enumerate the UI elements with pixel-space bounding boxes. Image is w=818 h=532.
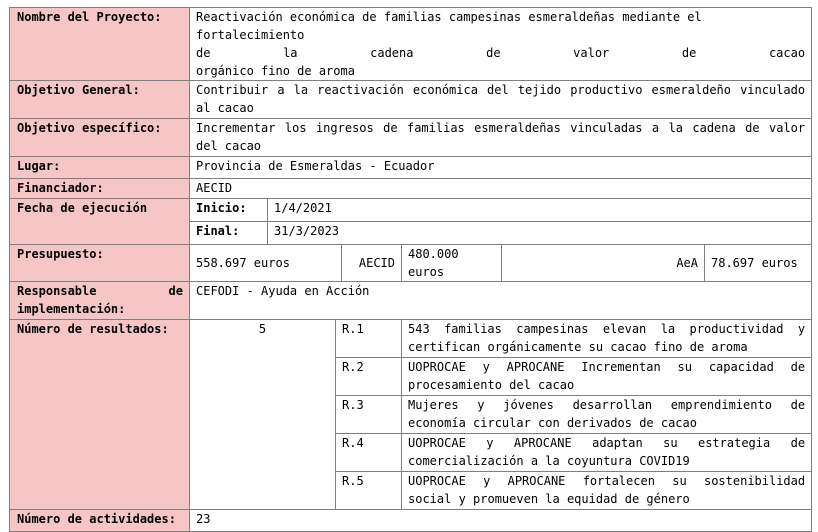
label-responsible-line-1 <box>17 282 183 300</box>
project-name-line-1 <box>196 8 805 44</box>
project-name-text-1: Reactivación económica de familias campesinas esmeraldeñas mediante el fortalecimiento <box>196 10 702 42</box>
row-project-name <box>10 8 812 81</box>
value-budget-aea: 78.697 euros <box>705 245 812 282</box>
result-code: R.5 <box>336 472 402 510</box>
row-place <box>10 157 812 179</box>
project-name-word: de <box>486 46 501 60</box>
label-budget-aea: AeA <box>502 245 705 282</box>
project-name-line-2 <box>196 44 805 62</box>
value-general-objective: Contribuir a la reactivación económica del tejido productivo esmeraldeño vinculado al cacao <box>190 81 812 119</box>
value-budget-total: 558.697 euros <box>190 245 342 282</box>
result-code: R.4 <box>336 434 402 472</box>
label-responsible-word: Responsable <box>17 284 97 298</box>
project-name-word: valor <box>573 46 610 60</box>
project-name-word: cacao <box>768 46 806 60</box>
result-text: UOPROCAE y APROCANE Incrementan su capacidad de procesamiento del cacao <box>402 358 812 396</box>
value-results-count: 5 <box>190 320 336 510</box>
label-activities: Número de actividades: <box>10 510 190 532</box>
result-code: R.2 <box>336 358 402 396</box>
row-dates-start <box>10 199 812 222</box>
label-end: Final: <box>190 222 268 245</box>
project-name-word: cadena <box>370 46 414 60</box>
row-result-1 <box>10 320 812 358</box>
value-responsible: CEFODI - Ayuda en Acción <box>190 282 812 320</box>
label-budget-aecid: AECID <box>342 245 402 282</box>
row-responsible <box>10 282 812 320</box>
value-place: Provincia de Esmeraldas - Ecuador <box>190 157 812 179</box>
row-specific-objective <box>10 119 812 157</box>
value-funder: AECID <box>190 179 812 199</box>
label-execution-date: Fecha de ejecución <box>10 199 190 245</box>
result-text: UOPROCAE y APROCANE adaptan su estrategia de comercialización a la coyuntura COVID19 <box>402 434 812 472</box>
row-budget <box>10 245 812 282</box>
label-general-objective: Objetivo General: <box>10 81 190 119</box>
result-code: R.1 <box>336 320 402 358</box>
label-project-name: Nombre del Proyecto: <box>10 8 190 81</box>
row-general-objective <box>10 81 812 119</box>
label-responsible <box>10 282 190 320</box>
value-specific-objective: Incrementar los ingresos de familias esmeraldeñas vinculadas a la cadena de valor del cacao <box>190 119 812 157</box>
label-start: Inicio: <box>190 199 268 222</box>
label-funder: Financiador: <box>10 179 190 199</box>
value-start: 1/4/2021 <box>268 199 812 222</box>
value-project-name <box>190 8 812 81</box>
project-name-word: de <box>681 46 697 60</box>
value-end: 31/3/2023 <box>268 222 812 245</box>
project-name-word: de <box>196 46 211 60</box>
label-place: Lugar: <box>10 157 190 179</box>
project-name-word: la <box>283 46 298 60</box>
row-activities <box>10 510 812 532</box>
result-text: 543 familias campesinas elevan la productividad y certifican orgánicamente su cacao fino de aroma <box>402 320 812 358</box>
result-text: UOPROCAE y APROCANE fortalecen su sostenibilidad social y promueven la equidad de género <box>402 472 812 510</box>
result-code: R.3 <box>336 396 402 434</box>
label-results: Número de resultados: <box>10 320 190 510</box>
value-budget-aecid: 480.000 euros <box>402 245 502 282</box>
label-specific-objective: Objetivo específico: <box>10 119 190 157</box>
project-summary-table <box>9 7 812 532</box>
label-budget: Presupuesto: <box>10 245 190 282</box>
label-responsible-line-2: implementación: <box>17 302 126 316</box>
label-responsible-word: de <box>168 284 183 298</box>
result-text: Mujeres y jóvenes desarrollan emprendimiento de economía circular con derivados de cacao <box>402 396 812 434</box>
project-name-line-3: orgánico fino de aroma <box>196 64 355 78</box>
row-funder <box>10 179 812 199</box>
value-activities: 23 <box>190 510 812 532</box>
